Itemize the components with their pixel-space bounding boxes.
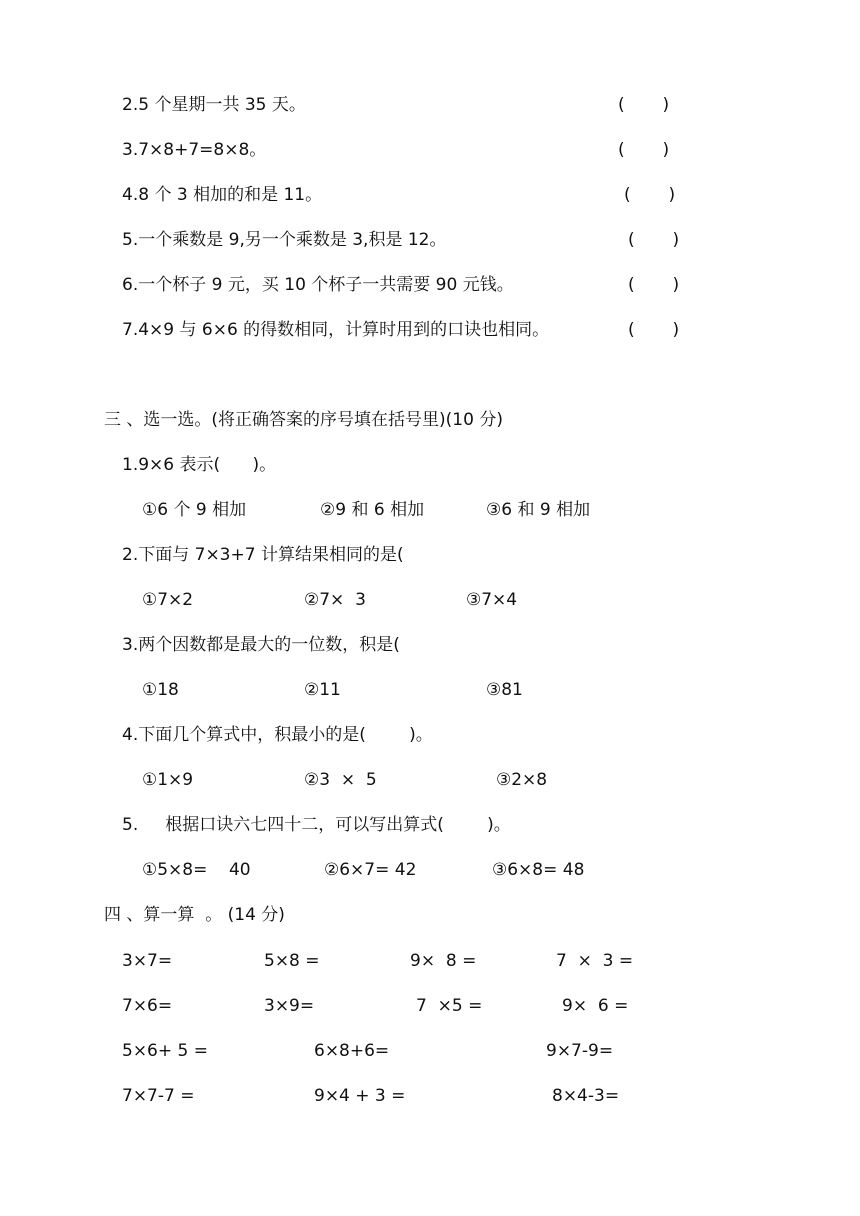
calc-r2-c3: 7 ×5 = <box>416 996 483 1016</box>
choice-q4-option-1[interactable]: ①1×9 <box>142 770 194 790</box>
judge-item-3: 3.7×8+7=8×8。 <box>122 140 267 160</box>
judge-blank-6[interactable]: ( ) <box>628 275 680 295</box>
choice-q5-option-1[interactable]: ①5×8= 40 <box>142 860 251 880</box>
calc-r1-c2: 5×8 = <box>264 951 320 971</box>
section3-title: 三 、选一选。(将正确答案的序号填在括号里)(10 分) <box>104 410 503 430</box>
calc-r4-c3: 8×4-3= <box>552 1086 620 1106</box>
judge-item-4: 4.8 个 3 相加的和是 11。 <box>122 185 323 205</box>
choice-q3-option-3[interactable]: ③81 <box>486 680 523 700</box>
choice-q5-option-2[interactable]: ②6×7= 42 <box>324 860 417 880</box>
choice-q5-option-3[interactable]: ③6×8= 48 <box>492 860 585 880</box>
choice-question-2: 2.下面与 7×3+7 计算结果相同的是( <box>122 545 404 565</box>
choice-question-3: 3.两个因数都是最大的一位数，积是( <box>122 635 400 655</box>
calc-r4-c2: 9×4 + 3 = <box>314 1086 406 1106</box>
choice-q3-option-2[interactable]: ②11 <box>304 680 341 700</box>
choice-q1-option-2[interactable]: ②9 和 6 相加 <box>320 500 425 520</box>
choice-question-5: 5. 根据口诀六七四十二，可以写出算式( )。 <box>122 815 511 835</box>
judge-blank-3[interactable]: ( ) <box>618 140 670 160</box>
choice-q4-option-2[interactable]: ②3 × 5 <box>304 770 377 790</box>
calc-r2-c1: 7×6= <box>122 996 173 1016</box>
choice-question-1: 1.9×6 表示( )。 <box>122 455 277 475</box>
judge-blank-2[interactable]: ( ) <box>618 95 670 115</box>
choice-q1-option-3[interactable]: ③6 和 9 相加 <box>486 500 591 520</box>
calc-r3-c3: 9×7-9= <box>546 1041 614 1061</box>
calc-r1-c1: 3×7= <box>122 951 173 971</box>
judge-item-6: 6.一个杯子 9 元，买 10 个杯子一共需要 90 元钱。 <box>122 275 514 295</box>
choice-question-4: 4.下面几个算式中，积最小的是( )。 <box>122 725 433 745</box>
judge-item-7: 7.4×9 与 6×6 的得数相同，计算时用到的口诀也相同。 <box>122 320 550 340</box>
judge-blank-7[interactable]: ( ) <box>628 320 680 340</box>
judge-blank-5[interactable]: ( ) <box>628 230 680 250</box>
calc-r2-c2: 3×9= <box>264 996 315 1016</box>
choice-q1-option-1[interactable]: ①6 个 9 相加 <box>142 500 247 520</box>
calc-r2-c4: 9× 6 = <box>562 996 629 1016</box>
choice-q2-option-3[interactable]: ③7×4 <box>466 590 518 610</box>
calc-r1-c3: 9× 8 = <box>410 951 477 971</box>
section4-title: 四 、算一算 。 (14 分) <box>104 905 285 925</box>
judge-item-5: 5.一个乘数是 9,另一个乘数是 3,积是 12。 <box>122 230 447 250</box>
choice-q3-option-1[interactable]: ①18 <box>142 680 179 700</box>
calc-r1-c4: 7 × 3 = <box>556 951 634 971</box>
calc-r3-c2: 6×8+6= <box>314 1041 390 1061</box>
calc-r4-c1: 7×7-7 = <box>122 1086 195 1106</box>
calc-r3-c1: 5×6+ 5 = <box>122 1041 208 1061</box>
judge-blank-4[interactable]: ( ) <box>624 185 676 205</box>
judge-item-2: 2.5 个星期一共 35 天。 <box>122 95 306 115</box>
choice-q2-option-2[interactable]: ②7× 3 <box>304 590 366 610</box>
choice-q4-option-3[interactable]: ③2×8 <box>496 770 548 790</box>
choice-q2-option-1[interactable]: ①7×2 <box>142 590 194 610</box>
